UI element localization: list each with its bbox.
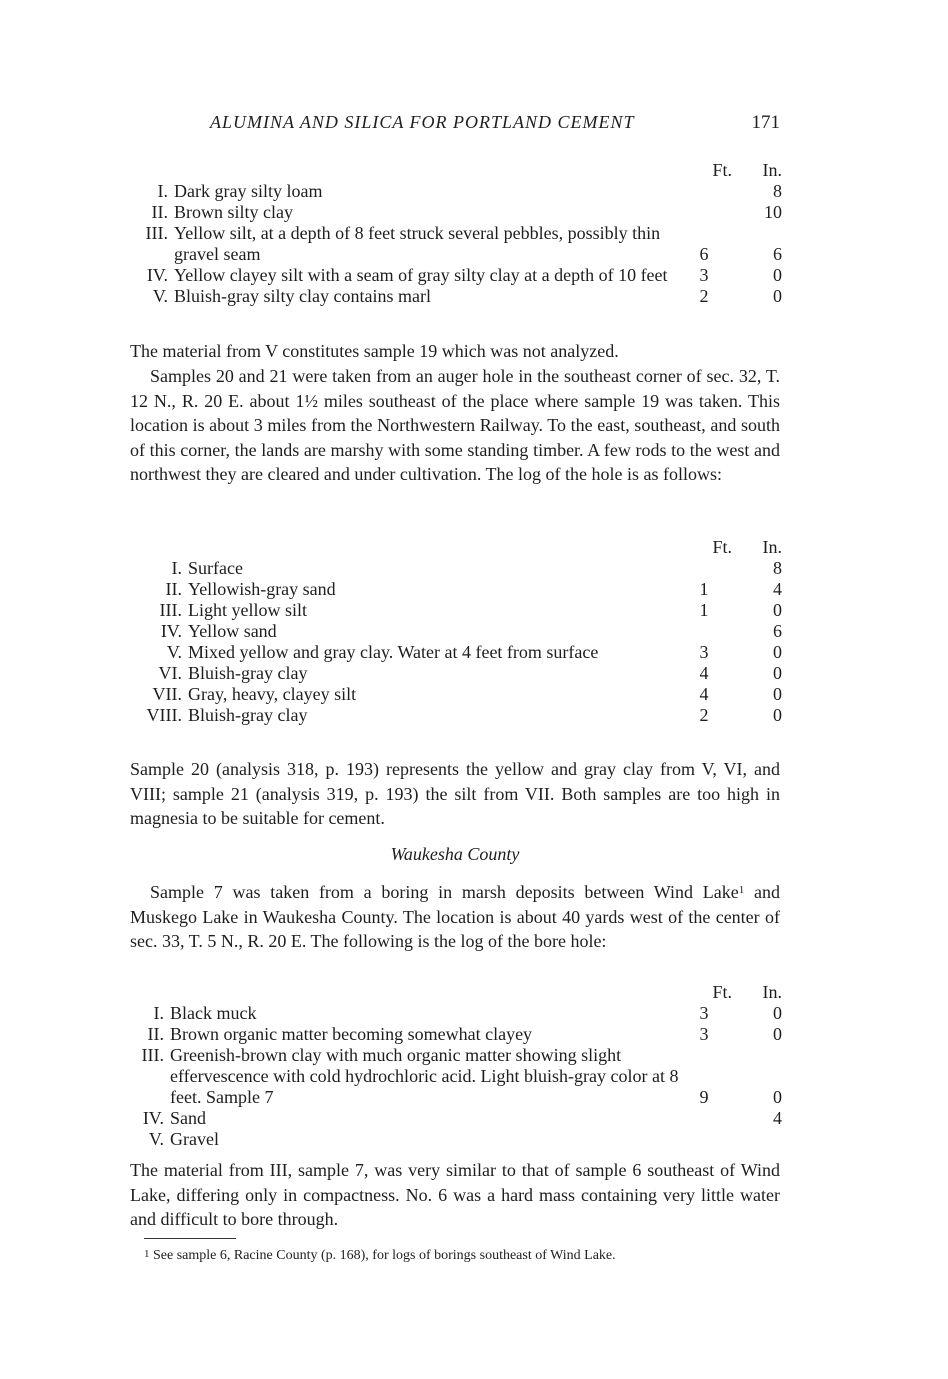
log-table-2 <box>130 537 782 726</box>
log-row-description: Light yellow silt <box>188 600 307 620</box>
log-row-description: Brown organic matter becoming somewhat clayey <box>170 1024 533 1044</box>
running-title: ALUMINA AND SILICA FOR PORTLAND CEMENT <box>210 112 635 132</box>
log-row <box>130 1108 782 1129</box>
log-row-feet: 6 <box>699 244 709 264</box>
log-row-feet: 4 <box>699 684 709 704</box>
log-row <box>130 1003 782 1024</box>
log-row-number: I. <box>157 181 168 201</box>
log-row-number: I. <box>171 558 182 578</box>
log-row-number: III. <box>159 600 182 620</box>
log-row-number: V. <box>148 1129 164 1149</box>
log-row-number: II. <box>151 202 168 222</box>
log-row-inches: 0 <box>773 600 782 620</box>
log-row-number: V. <box>152 286 168 306</box>
log-row-description: Greenish-brown clay with much organic matter showing slight effervescence with cold hydrochloric acid. Light bluish-gray color at 8 feet. Sample 7 <box>170 1045 679 1107</box>
paragraph <box>130 364 780 487</box>
log-row-inches: 8 <box>773 181 782 201</box>
log-row-inches: 4 <box>773 1108 782 1128</box>
log-row-description: Bluish-gray clay <box>188 705 308 725</box>
log-table-3 <box>130 982 782 1150</box>
log-row-description: Mixed yellow and gray clay. Water at 4 feet from surface <box>188 642 599 662</box>
log-row-description: Yellow silt, at a depth of 8 feet struck several pebbles, possibly thin gravel seam <box>174 223 661 264</box>
log-row-inches: 8 <box>773 558 782 578</box>
log-row <box>130 1024 782 1045</box>
log-row-inches: 0 <box>773 1024 782 1044</box>
column-headers <box>130 537 782 558</box>
ft-header: Ft. <box>712 160 732 180</box>
log-row-number: III. <box>141 1045 164 1065</box>
log-row-number: VI. <box>158 663 182 683</box>
column-headers <box>130 982 782 1003</box>
log-row-description: Dark gray silty loam <box>174 181 323 201</box>
page-header <box>130 112 782 138</box>
ft-header: Ft. <box>712 982 732 1002</box>
log-row-inches: 0 <box>773 1087 782 1107</box>
log-row-number: IV. <box>146 265 168 285</box>
log-row-description: Bluish-gray silty clay contains marl <box>174 286 431 306</box>
log-row-inches: 0 <box>773 642 782 662</box>
log-row <box>130 642 782 663</box>
log-row-feet: 3 <box>699 265 709 285</box>
log-row-number: V. <box>166 642 182 662</box>
in-header: In. <box>762 982 782 1002</box>
log-table-1 <box>130 160 782 307</box>
footnote-rule <box>144 1238 236 1239</box>
log-row-inches: 0 <box>773 265 782 285</box>
log-row-number: VII. <box>152 684 182 704</box>
log-row-number: III. <box>145 223 168 243</box>
log-row-inches: 0 <box>773 286 782 306</box>
footnote-text: See sample 6, Racine County (p. 168), for logs of borings southeast of Wind Lake. <box>153 1248 616 1263</box>
log-row-number: VIII. <box>146 705 182 725</box>
paragraph-text: Samples 20 and 21 were taken from an auger hole in the southeast corner of sec. 32, T. 12 N., R. 20 E. about 1½ miles southeast of the place where sample 19 was taken. This location is about 3 miles from the Northwestern Railway. To the east, southeast, and south of this corner, the lands are marshy with some standing timber. A few rods to the west and northwest they are cleared and under cultivation. The log of the hole is as follows: <box>130 366 780 485</box>
log-row-feet: 3 <box>699 1024 709 1044</box>
log-row-inches: 0 <box>773 705 782 725</box>
log-row-feet: 2 <box>699 286 709 306</box>
log-row <box>130 265 782 286</box>
log-row-feet: 9 <box>699 1087 709 1107</box>
log-row-feet: 1 <box>699 579 709 599</box>
log-row <box>130 286 782 307</box>
log-row-description: Gravel <box>170 1129 219 1149</box>
log-row-number: I. <box>153 1003 164 1023</box>
log-row-feet: 2 <box>699 705 709 725</box>
paragraph: Sample 20 (analysis 318, p. 193) represents the yellow and gray clay from V, VI, and VIII; sample 21 (analysis 319, p. 193) the silt from VII. Both samples are too high in magnesia to be suitable for cement. <box>130 759 780 829</box>
log-row-feet: 4 <box>699 663 709 683</box>
log-row-number: IV. <box>142 1108 164 1128</box>
in-header: In. <box>762 160 782 180</box>
paragraph: The material from III, sample 7, was very similar to that of sample 6 southeast of Wind Lake, differing only in compactness. No. 6 was a hard mass containing very little water and difficult to bore through. <box>130 1160 780 1230</box>
log-row <box>130 1045 782 1108</box>
log-row-inches: 10 <box>764 202 782 222</box>
paragraph <box>130 880 780 954</box>
ft-header: Ft. <box>712 537 732 557</box>
log-row <box>130 684 782 705</box>
log-row-description: Bluish-gray clay <box>188 663 308 683</box>
log-row-number: II. <box>165 579 182 599</box>
log-row-description: Sand <box>170 1108 206 1128</box>
log-row-description: Yellow sand <box>188 621 277 641</box>
log-row <box>130 705 782 726</box>
log-row <box>130 1129 782 1150</box>
footnote-ref: 1 <box>738 884 745 896</box>
column-headers <box>130 160 782 181</box>
log-row <box>130 558 782 579</box>
log-row <box>130 579 782 600</box>
log-row-inches: 4 <box>773 579 782 599</box>
log-row <box>130 663 782 684</box>
footnote <box>144 1247 784 1265</box>
paragraph-text-b: and Muskego Lake in Waukesha County. The location is about 40 yards west of the center of sec. 33, T. 5 N., R. 20 E. The following is the log of the bore hole: <box>130 882 780 952</box>
log-row <box>130 621 782 642</box>
section-heading: Waukesha County <box>390 844 520 864</box>
log-row-inches: 0 <box>773 663 782 683</box>
log-row-feet: 3 <box>699 642 709 662</box>
paragraph-text-a: Sample 7 was taken from a boring in marsh deposits between Wind Lake <box>150 882 739 902</box>
log-row-description: Yellow clayey silt with a seam of gray silty clay at a depth of 10 feet <box>174 265 668 285</box>
log-row-description: Surface <box>188 558 243 578</box>
log-row <box>130 202 782 223</box>
footnote-marker: 1 <box>144 1248 150 1260</box>
log-row-description: Gray, heavy, clayey silt <box>188 684 357 704</box>
in-header: In. <box>762 537 782 557</box>
log-row <box>130 181 782 202</box>
log-row-inches: 0 <box>773 684 782 704</box>
log-row-number: IV. <box>160 621 182 641</box>
log-row-feet: 1 <box>699 600 709 620</box>
log-row-description: Brown silty clay <box>174 202 293 222</box>
log-row-description: Yellowish-gray sand <box>188 579 336 599</box>
log-row <box>130 600 782 621</box>
log-row-inches: 6 <box>773 244 782 264</box>
log-row-feet: 3 <box>699 1003 709 1023</box>
log-row-inches: 6 <box>773 621 782 641</box>
log-row-number: II. <box>147 1024 164 1044</box>
page-number: 171 <box>751 112 780 133</box>
log-row <box>130 223 782 265</box>
paragraph: The material from V constitutes sample 19 which was not analyzed. <box>130 341 619 361</box>
log-row-inches: 0 <box>773 1003 782 1023</box>
log-row-description: Black muck <box>170 1003 257 1023</box>
